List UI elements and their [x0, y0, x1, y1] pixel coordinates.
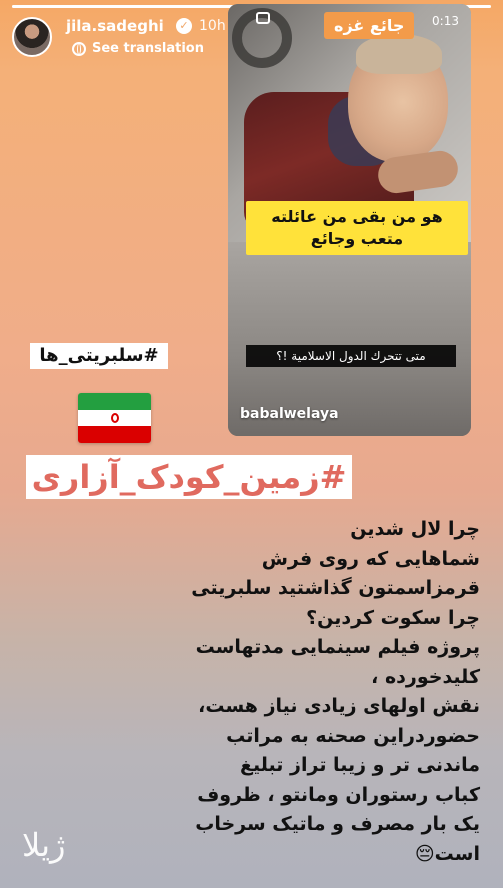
signature: ژیلا: [22, 826, 66, 864]
iran-flag-icon: [78, 393, 151, 443]
see-translation-button[interactable]: [72, 41, 204, 56]
story-text-line: قرمزاسمتون گذاشتید سلبریتی: [191, 577, 480, 599]
story-text-line: کباب رستوران ومانتو ، ظروف: [197, 783, 480, 806]
see-translation-label: See translation: [92, 41, 204, 56]
story-text-line: نقش اولهای زیادی نیاز هست،: [198, 695, 480, 717]
video-caption-black: متى تتحرك الدول الاسلامية !؟: [246, 345, 456, 367]
story-text-line: ماندنی تر و زیبا تراز تبلیغ: [240, 754, 480, 776]
story-text-line: است😔: [414, 842, 480, 865]
story-text-line: شماهایی که روی فرش: [261, 547, 480, 570]
story-text-line: کلیدخورده ،: [371, 665, 480, 688]
hashtag-celebrities-sticker[interactable]: #سلبریتی_ها: [30, 343, 168, 369]
avatar[interactable]: [12, 17, 52, 57]
time-ago: 10h: [199, 18, 226, 34]
video-watermark: babalwelaya: [240, 406, 339, 422]
flag-white-stripe: [78, 410, 151, 427]
video-duration: 0:13: [432, 14, 459, 28]
globe-icon: [72, 42, 86, 56]
video-top-tag: جائع غزه: [324, 12, 414, 39]
video-caption-yellow: هو من بقى من عائلته متعب وجائع: [246, 201, 468, 255]
embedded-video[interactable]: [228, 4, 471, 436]
story-text-line: پروژه فیلم سینمایی مدتهاست: [195, 636, 480, 658]
flag-green-stripe: [78, 393, 151, 410]
story-text-line: چرا سکوت کردین؟: [306, 606, 480, 629]
video-child-hair: [356, 34, 442, 74]
flag-red-stripe: [78, 426, 151, 443]
flag-emblem-icon: [111, 413, 119, 423]
verified-badge-icon: ✓: [176, 18, 192, 34]
repost-icon: [256, 12, 270, 24]
hashtag-child-abuse-sticker[interactable]: #زمین_کودک_آزاری: [26, 455, 352, 499]
story-text: [150, 515, 480, 869]
username[interactable]: jila.sadeghi: [66, 17, 164, 35]
story-text-line: چرا لال شدین: [350, 518, 480, 540]
story-text-line: حضوردراین صحنه به مراتب: [226, 724, 480, 747]
story-text-line: یک بار مصرف و ماتیک سرخاب: [195, 813, 480, 835]
